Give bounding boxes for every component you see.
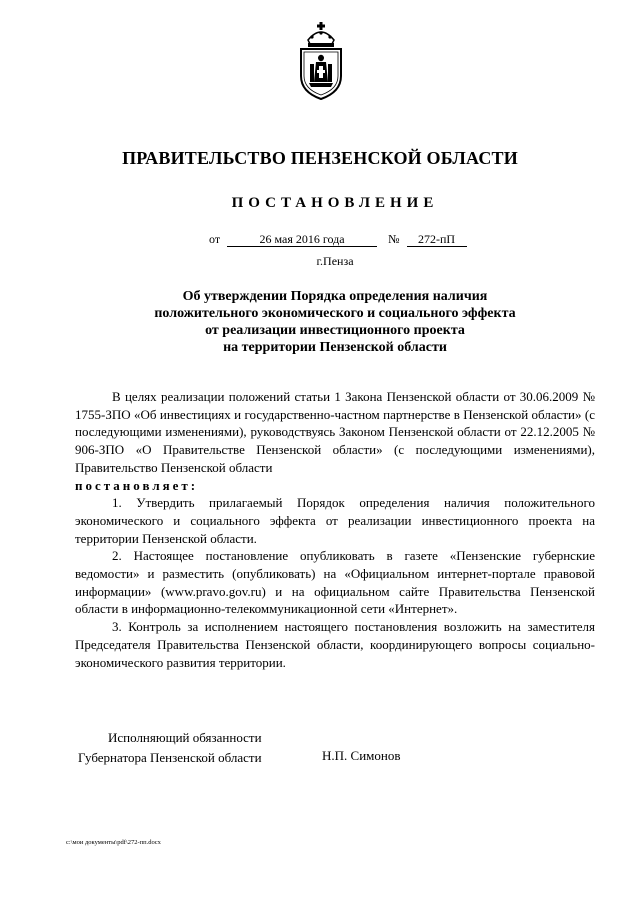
subject-line: положительного экономического и социального эффекта	[154, 306, 516, 321]
preamble-paragraph: В целях реализации положений статьи 1 Закона Пензенской области от 30.06.2009 № 1755-ЗПО «Об инвестициях и государственно-частном партнерстве в Пензенской области» (с последующими изменениями), руководствуясь Законом Пензенской области от 22.12.2005 № 906-ЗПО «О Правительстве Пензенской области» (с последующими изменениями), Правительство Пензенской области	[75, 389, 595, 475]
document-subject	[90, 288, 580, 356]
signatory-position	[78, 728, 262, 768]
document-type: ПОСТАНОВЛЕНИЕ	[231, 195, 439, 211]
signatory-name: Н.П. Симонов	[322, 748, 401, 763]
item-paragraph: 2. Настоящее постановление опубликовать в газете «Пензенские губернские ведомости» и разместить (опубликовать) на «Официальном интернет-портале правовой информации» (www.pravo.gov.ru) и на официальном сайте Правительства Пензенской области в информационно-телекоммуникационной сети «Интернет».	[75, 548, 595, 617]
position-line: Исполняющий обязанности	[108, 730, 262, 745]
document-number: 272-пП	[407, 233, 467, 247]
coat-of-arms-icon	[292, 20, 350, 102]
item-paragraph: 1. Утвердить прилагаемый Порядок определения наличия положительного экономического и социального эффекта от реализации инвестиционного проекта на территории Пензенской области.	[75, 495, 595, 546]
date-number-line	[209, 232, 467, 247]
document-date: 26 мая 2016 года	[227, 233, 377, 247]
position-line: Губернатора Пензенской области	[78, 750, 262, 765]
subject-line: на территории Пензенской области	[223, 340, 447, 355]
subject-line: от реализации инвестиционного проекта	[205, 323, 465, 338]
government-title: ПРАВИТЕЛЬСТВО ПЕНЗЕНСКОЙ ОБЛАСТИ	[122, 148, 518, 168]
city: г.Пенза	[316, 254, 354, 268]
document-body	[75, 388, 595, 671]
footer-file-path: c:\мои документы\pdf\272-пп.docx	[66, 839, 161, 846]
subject-line: Об утверждении Порядка определения наличия	[182, 289, 488, 304]
date-prefix: от	[209, 232, 221, 246]
decree-word: постановляет:	[75, 477, 199, 493]
number-sign: №	[388, 232, 400, 246]
item-paragraph: 3. Контроль за исполнением настоящего постановления возложить на заместителя Председателя Правительства Пензенской области, координирующего вопросы социально-экономического развития территории.	[75, 619, 595, 670]
